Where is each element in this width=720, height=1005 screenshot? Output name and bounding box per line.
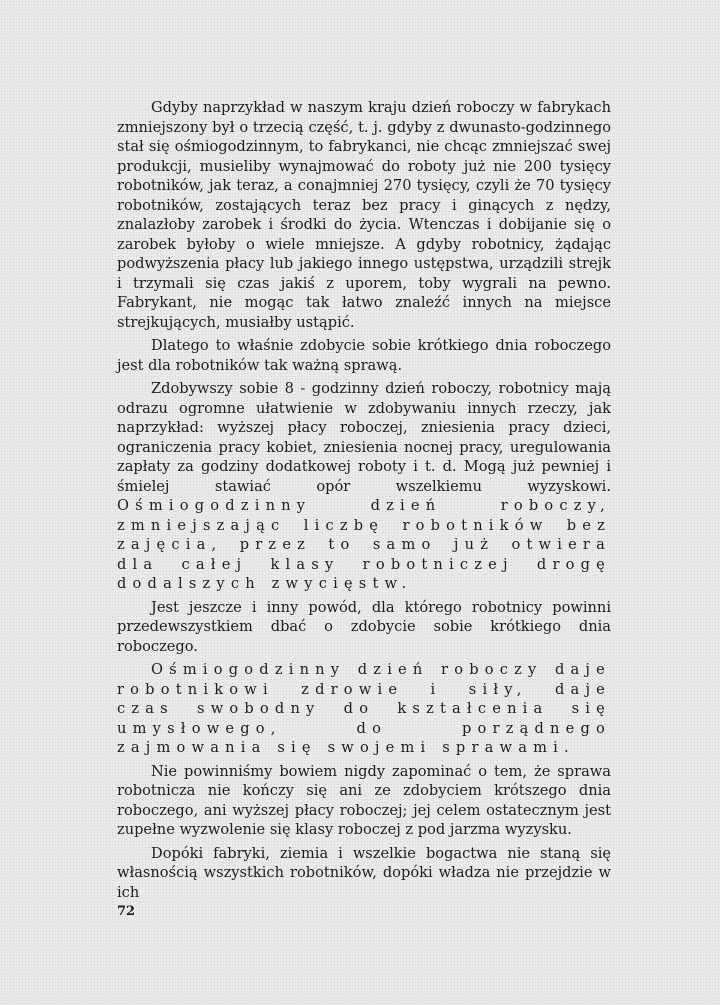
- paragraph-7: [117, 844, 611, 903]
- body-text: [117, 98, 611, 902]
- paragraph-6: [117, 762, 611, 840]
- paragraph-7-text: Dopóki fabryki, ziemia i wszelkie bogactwa nie staną się własnością wszystkich robotników, dopóki władza nie przejdzie w ich: [117, 844, 611, 901]
- paragraph-2-text: Dlatego to właśnie zdobycie sobie krótkiego dnia roboczego jest dla robotników tak ważną sprawą.: [117, 337, 611, 374]
- paragraph-2: [117, 336, 611, 375]
- paragraph-5: [117, 660, 611, 758]
- paragraph-5-emphasis: Ośmiogodzinny dzień roboczy daje robotnikowi zdrowie i siły, daje czas swobodny do kształcenia się umysłowego, do porządnego zajmowania się swojemi sprawami.: [117, 661, 611, 756]
- paragraph-1: [117, 98, 611, 332]
- paragraph-3: [117, 379, 611, 594]
- paragraph-4: [117, 598, 611, 657]
- paragraph-4-text: Jest jeszcze i inny powód, dla którego robotnicy powinni przedewszystkiem dbać o zdobycie sobie krótkiego dnia roboczego.: [117, 598, 611, 655]
- paragraph-3-emphasis: Ośmiogodzinny dzień roboczy, zmniejszając liczbę robotników bez zajęcia, przez to samo już otwiera dla całej klasy robotniczej drogę dodalszych zwycięstw.: [117, 497, 611, 592]
- paragraph-1-text: Gdyby naprzykład w naszym kraju dzień roboczy w fabrykach zmniejszony był o trzecią część, t. j. gdyby z dwunasto-godzinnego stał się ośmiogodzinnym, to fabrykanci, nie chcąc zmniejszać swej produkcji, musieliby wynajmować do roboty już nie 200 tysięcy robotników, jak teraz, a conajmniej 270 tysięcy, czyli że 70 tysięcy robotników, zostających teraz bez pracy i ginących z nędzy, znalazłoby zarobek i środki do życia. Wtenczas i dobijanie się o zarobek byłoby o wiele mniejsze. A gdyby robotnicy, żądając podwyższenia płacy lub jakiego innego ustępstwa, urządzili strejk i trzymali się czas jakiś z uporem, toby wygrali na pewno. Fabrykant, nie mogąc tak łatwo znaleźć innych na miejsce strejkujących, musiałby ustąpić.: [117, 99, 611, 331]
- paragraph-6-text: Nie powinniśmy bowiem nigdy zapominać o tem, że sprawa robotnicza nie kończy się ani ze zdobyciem krótszego dnia roboczego, ani wyższej płacy roboczej; jej celem ostatecznym jest zupełne wyzwolenie się klasy roboczej z pod jarzma wyzysku.: [117, 762, 611, 838]
- paragraph-3-text: Zdobywszy sobie 8 - godzinny dzień roboczy, robotnicy mają odrazu ogromne ułatwienie w zdobywaniu innych rzeczy, jak naprzykład: wyższej płacy roboczej, zniesienia pracy dzieci, ograniczenia pracy kobiet, zniesienia nocnej pracy, uregulowania zapłaty za godziny dodatkowej roboty i t. d. Mogą już pewniej i śmielej stawiać opór wszelkiemu wyzyskowi.: [117, 380, 611, 495]
- page-number: 72: [117, 904, 136, 919]
